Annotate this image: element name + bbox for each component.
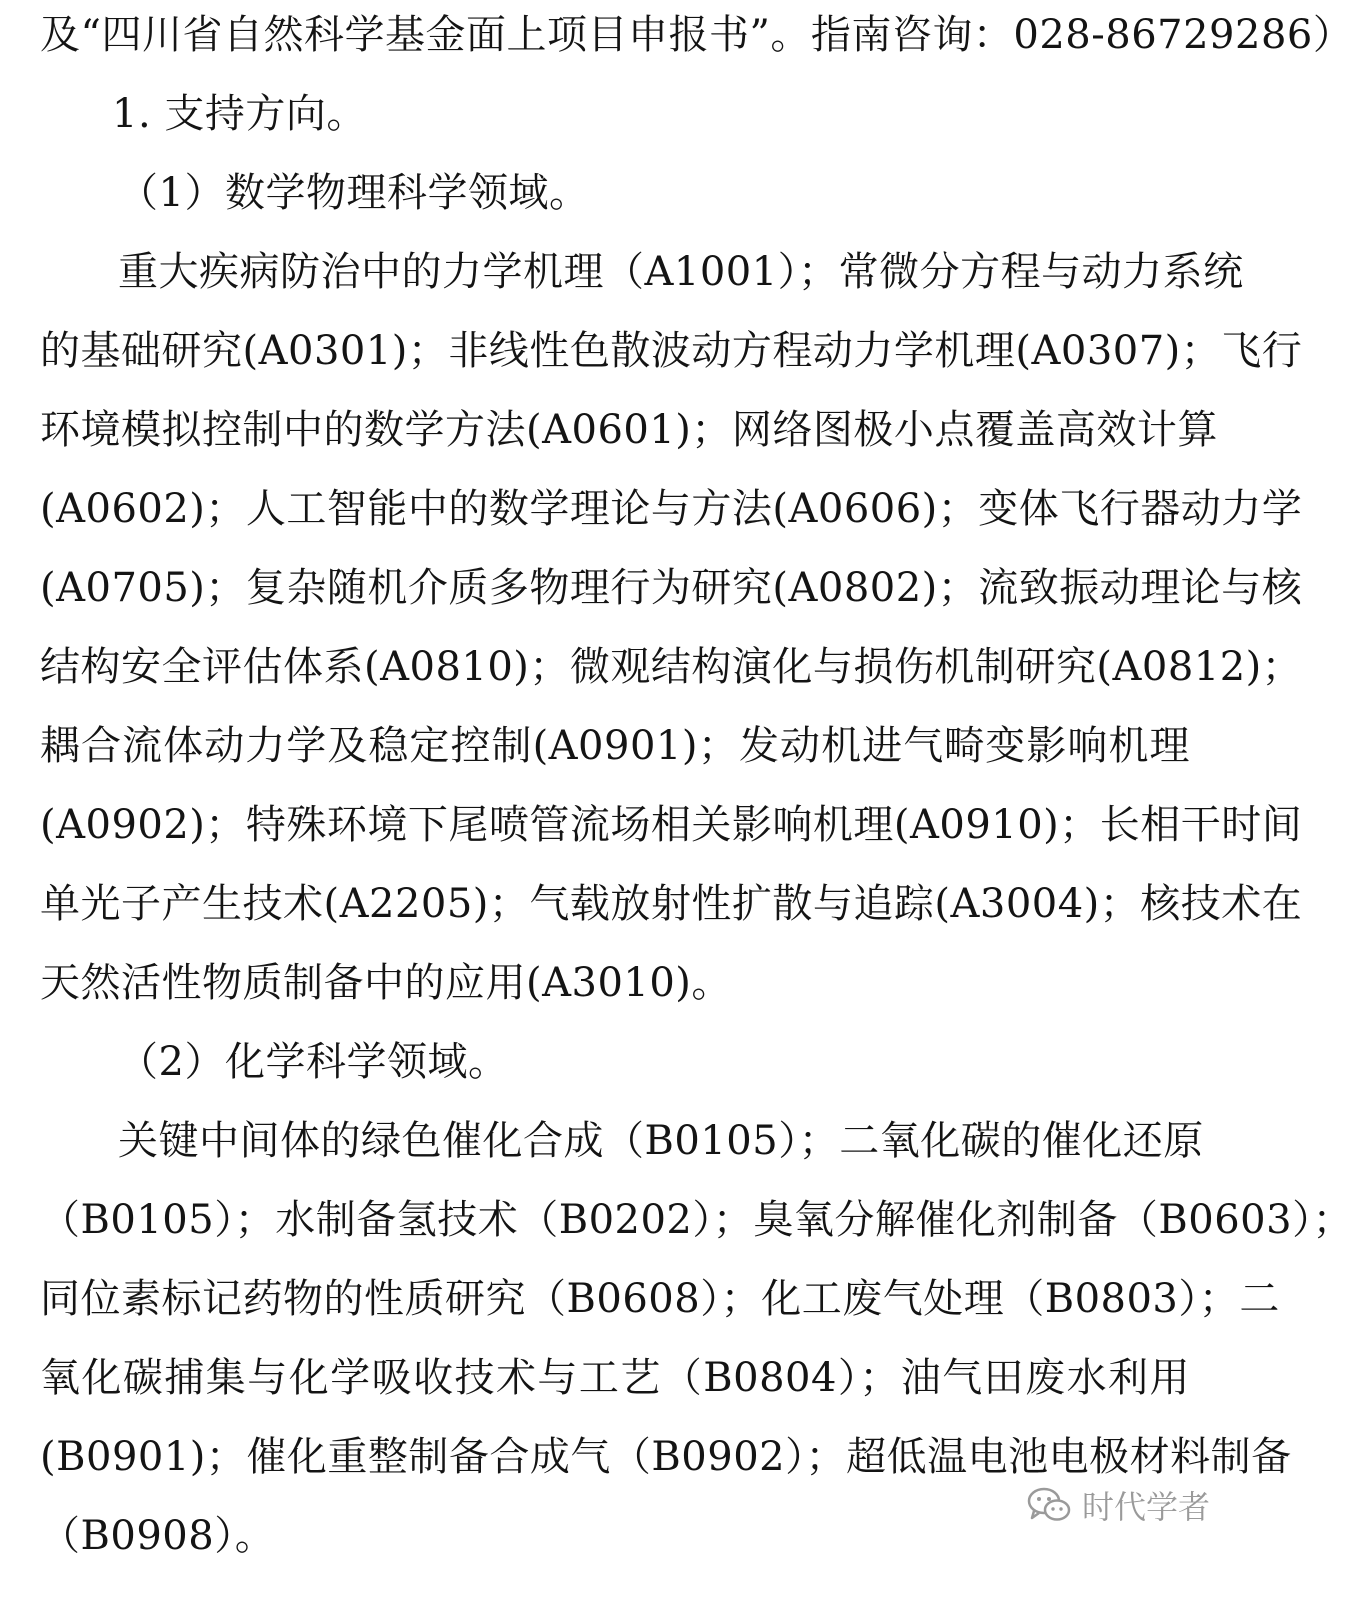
paragraph-line: 环境模拟控制中的数学方法(A0601)；网络图极小点覆盖高效计算 xyxy=(40,407,1218,453)
paragraph-line: 同位素标记药物的性质研究（B0608）；化工废气处理（B0803）；二 xyxy=(40,1276,1280,1322)
subsection-heading: （2）化学科学领域。 xyxy=(118,1039,509,1085)
paragraph-line: 的基础研究(A0301)；非线性色散波动方程动力学机理(A0307)；飞行 xyxy=(40,328,1303,374)
paragraph-line: 结构安全评估体系(A0810)；微观结构演化与损伤机制研究(A0812)； xyxy=(40,644,1303,690)
paragraph-line: (A0902)；特殊环境下尾喷管流场相关影响机理(A0910)；长相干时间 xyxy=(40,802,1303,848)
paragraph-line: 耦合流体动力学及稳定控制(A0901)；发动机进气畸变影响机理 xyxy=(40,723,1190,769)
paragraph-line: 天然活性物质制备中的应用(A3010)。 xyxy=(40,960,732,1006)
watermark-text: 时代学者 xyxy=(1081,1488,1210,1526)
section-heading: 1. 支持方向。 xyxy=(112,91,367,137)
paragraph-line: 单光子产生技术(A2205)；气载放射性扩散与追踪(A3004)；核技术在 xyxy=(40,881,1303,927)
watermark xyxy=(1026,1480,1210,1530)
paragraph-line: (A0705)；复杂随机介质多物理行为研究(A0802)；流致振动理论与核 xyxy=(40,565,1303,611)
paragraph-line: 关键中间体的绿色催化合成（B0105）；二氧化碳的催化还原 xyxy=(118,1118,1204,1164)
subsection-heading: （1）数学物理科学领域。 xyxy=(118,170,590,216)
paragraph-line: （B0105）；水制备氢技术（B0202）；臭氧分解催化剂制备（B0603）； xyxy=(40,1197,1353,1243)
text-line: 及“四川省自然科学基金面上项目申报书”。指南咨询：028-86729286） xyxy=(40,12,1353,58)
wechat-icon xyxy=(1026,1485,1072,1525)
paragraph-line: (B0901)；催化重整制备合成气（B0902）；超低温电池电极材料制备 xyxy=(40,1434,1292,1480)
paragraph-line: 重大疾病防治中的力学机理（A1001）；常微分方程与动力系统 xyxy=(118,249,1244,295)
paragraph-line: （B0908）。 xyxy=(40,1513,276,1559)
paragraph-line: 氧化碳捕集与化学吸收技术与工艺（B0804）；油气田废水利用 xyxy=(40,1355,1190,1401)
paragraph-line: (A0602)；人工智能中的数学理论与方法(A0606)；变体飞行器动力学 xyxy=(40,486,1303,532)
